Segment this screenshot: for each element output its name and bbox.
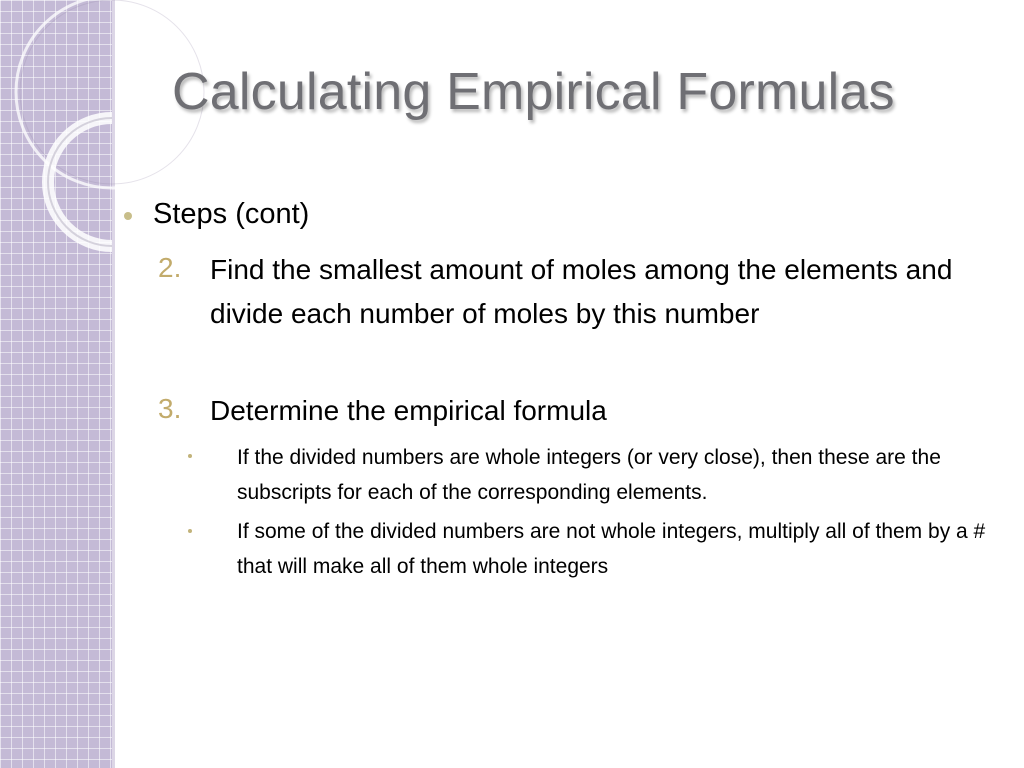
bullet-steps: Steps (cont) <box>153 198 310 230</box>
step-number: 2. <box>158 252 182 283</box>
step-text: Determine the empirical formula <box>210 395 607 426</box>
sub-bullet-icon <box>188 529 192 533</box>
decorative-circles <box>0 0 140 260</box>
step-text: Find the smallest amount of moles among the elements and divide each number of moles by this number <box>210 254 953 329</box>
step-number: 3. <box>158 393 182 424</box>
slide-title: Calculating Empirical Formulas <box>172 63 895 121</box>
sub-bullet-text: If some of the divided numbers are not whole integers, multiply all of them by a # that will make all of them whole integers <box>237 520 986 578</box>
sub-bullet-icon <box>188 454 192 458</box>
bullet-icon <box>124 212 132 220</box>
sub-bullet-text: If the divided numbers are whole integers (or very close), then these are the subscripts for each of the corresponding elements. <box>237 446 941 504</box>
